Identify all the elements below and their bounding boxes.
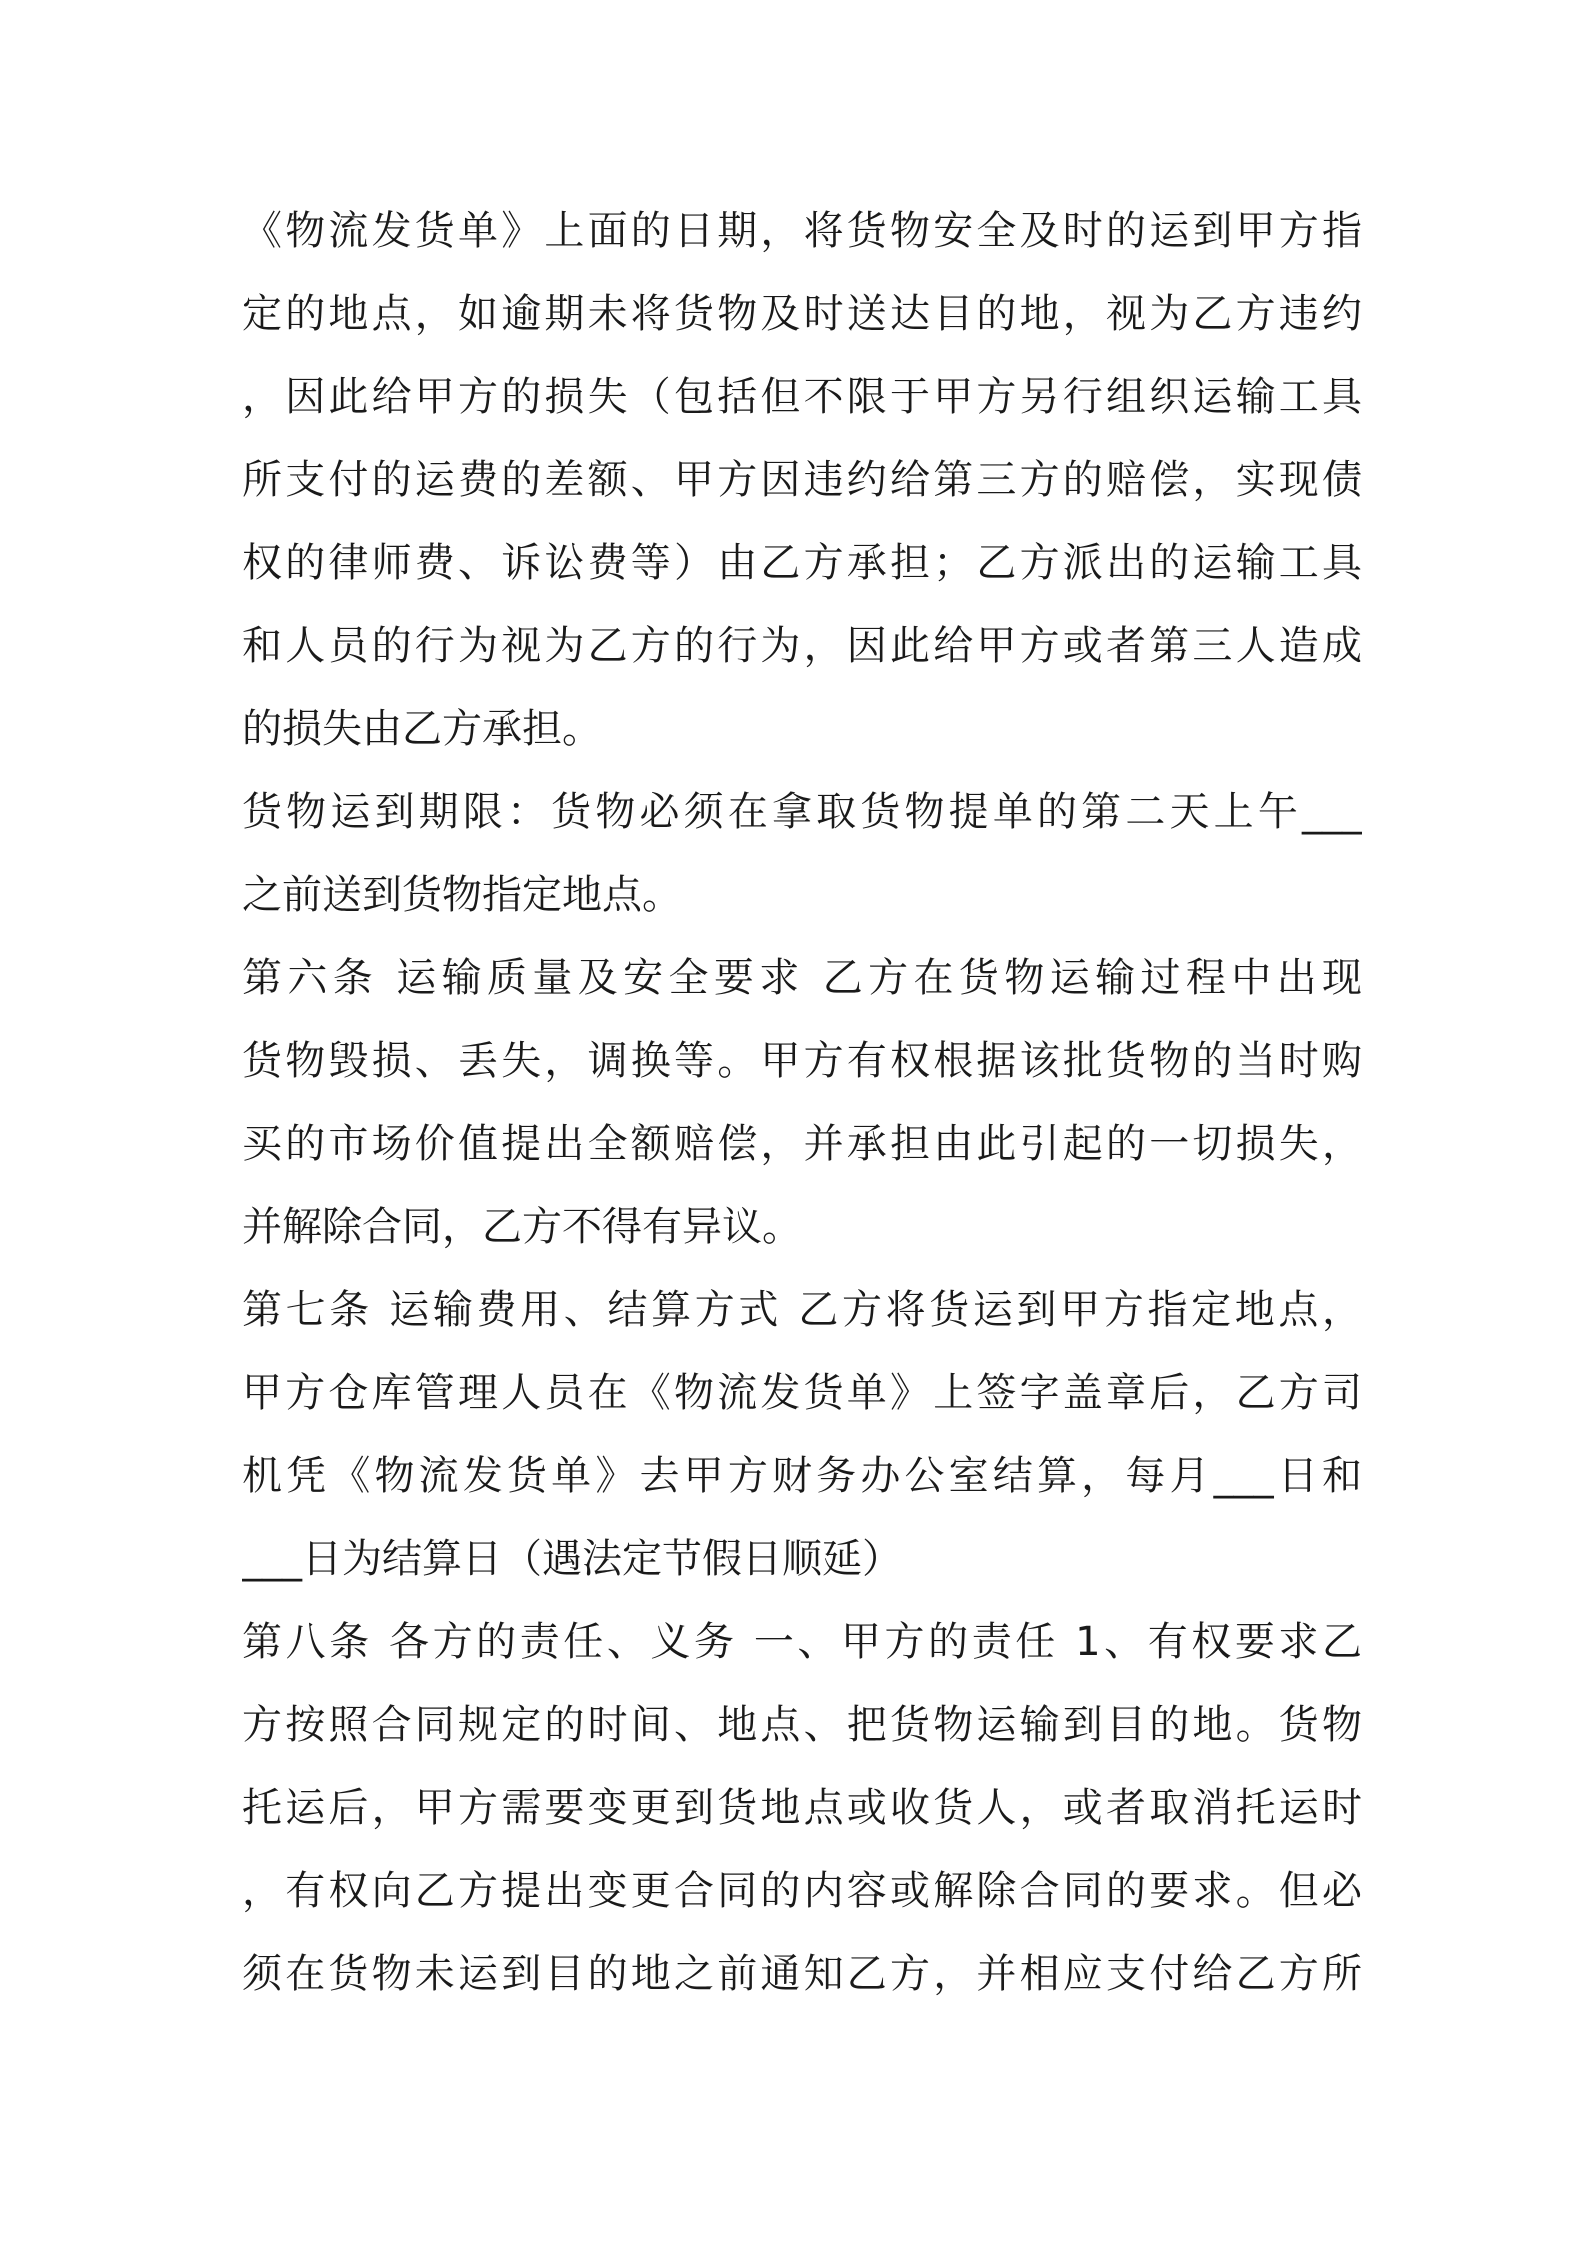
text-line: 须在货物未运到目的地之前通知乙方，并相应支付给乙方所 [242,1951,1362,1997]
text-line: 所支付的运费的差额、甲方因违约给第三方的赔偿，实现债 [242,457,1362,503]
contract-text-block [242,190,1362,2016]
text-line: 的损失由乙方承担。 [242,706,602,752]
text-line: 第七条 运输费用、结算方式 乙方将货运到甲方指定地点， [242,1287,1362,1333]
text-line: 权的律师费、诉讼费等）由乙方承担；乙方派出的运输工具 [242,540,1362,586]
text-line: 货物毁损、丢失，调换等。甲方有权根据该批货物的当时购 [242,1038,1362,1084]
text-line: 第八条 各方的责任、义务 一、甲方的责任 1、有权要求乙 [242,1619,1362,1665]
text-line: 货物运到期限：货物必须在拿取货物提单的第二天上午___ [242,789,1362,835]
text-line: 《物流发货单》上面的日期，将货物安全及时的运到甲方指 [242,208,1362,254]
text-line: 机凭《物流发货单》去甲方财务办公室结算，每月___日和 [242,1453,1362,1499]
text-line: 定的地点，如逾期未将货物及时送达目的地，视为乙方违约 [242,291,1362,337]
text-line: 甲方仓库管理人员在《物流发货单》上签字盖章后，乙方司 [242,1370,1362,1416]
text-line: ___日为结算日（遇法定节假日顺延） [242,1536,902,1582]
text-line: ，有权向乙方提出变更合同的内容或解除合同的要求。但必 [242,1868,1362,1914]
text-line: 和人员的行为视为乙方的行为，因此给甲方或者第三人造成 [242,623,1362,669]
text-line: 第六条 运输质量及安全要求 乙方在货物运输过程中出现 [242,955,1362,1001]
text-line: ，因此给甲方的损失（包括但不限于甲方另行组织运输工具 [242,374,1362,420]
text-line: 买的市场价值提出全额赔偿，并承担由此引起的一切损失， [242,1121,1362,1167]
text-line: 之前送到货物指定地点。 [242,872,682,918]
text-line: 托运后，甲方需要变更到货地点或收货人，或者取消托运时 [242,1785,1362,1831]
text-line: 并解除合同，乙方不得有异议。 [242,1204,802,1250]
text-line: 方按照合同规定的时间、地点、把货物运输到目的地。货物 [242,1702,1362,1748]
